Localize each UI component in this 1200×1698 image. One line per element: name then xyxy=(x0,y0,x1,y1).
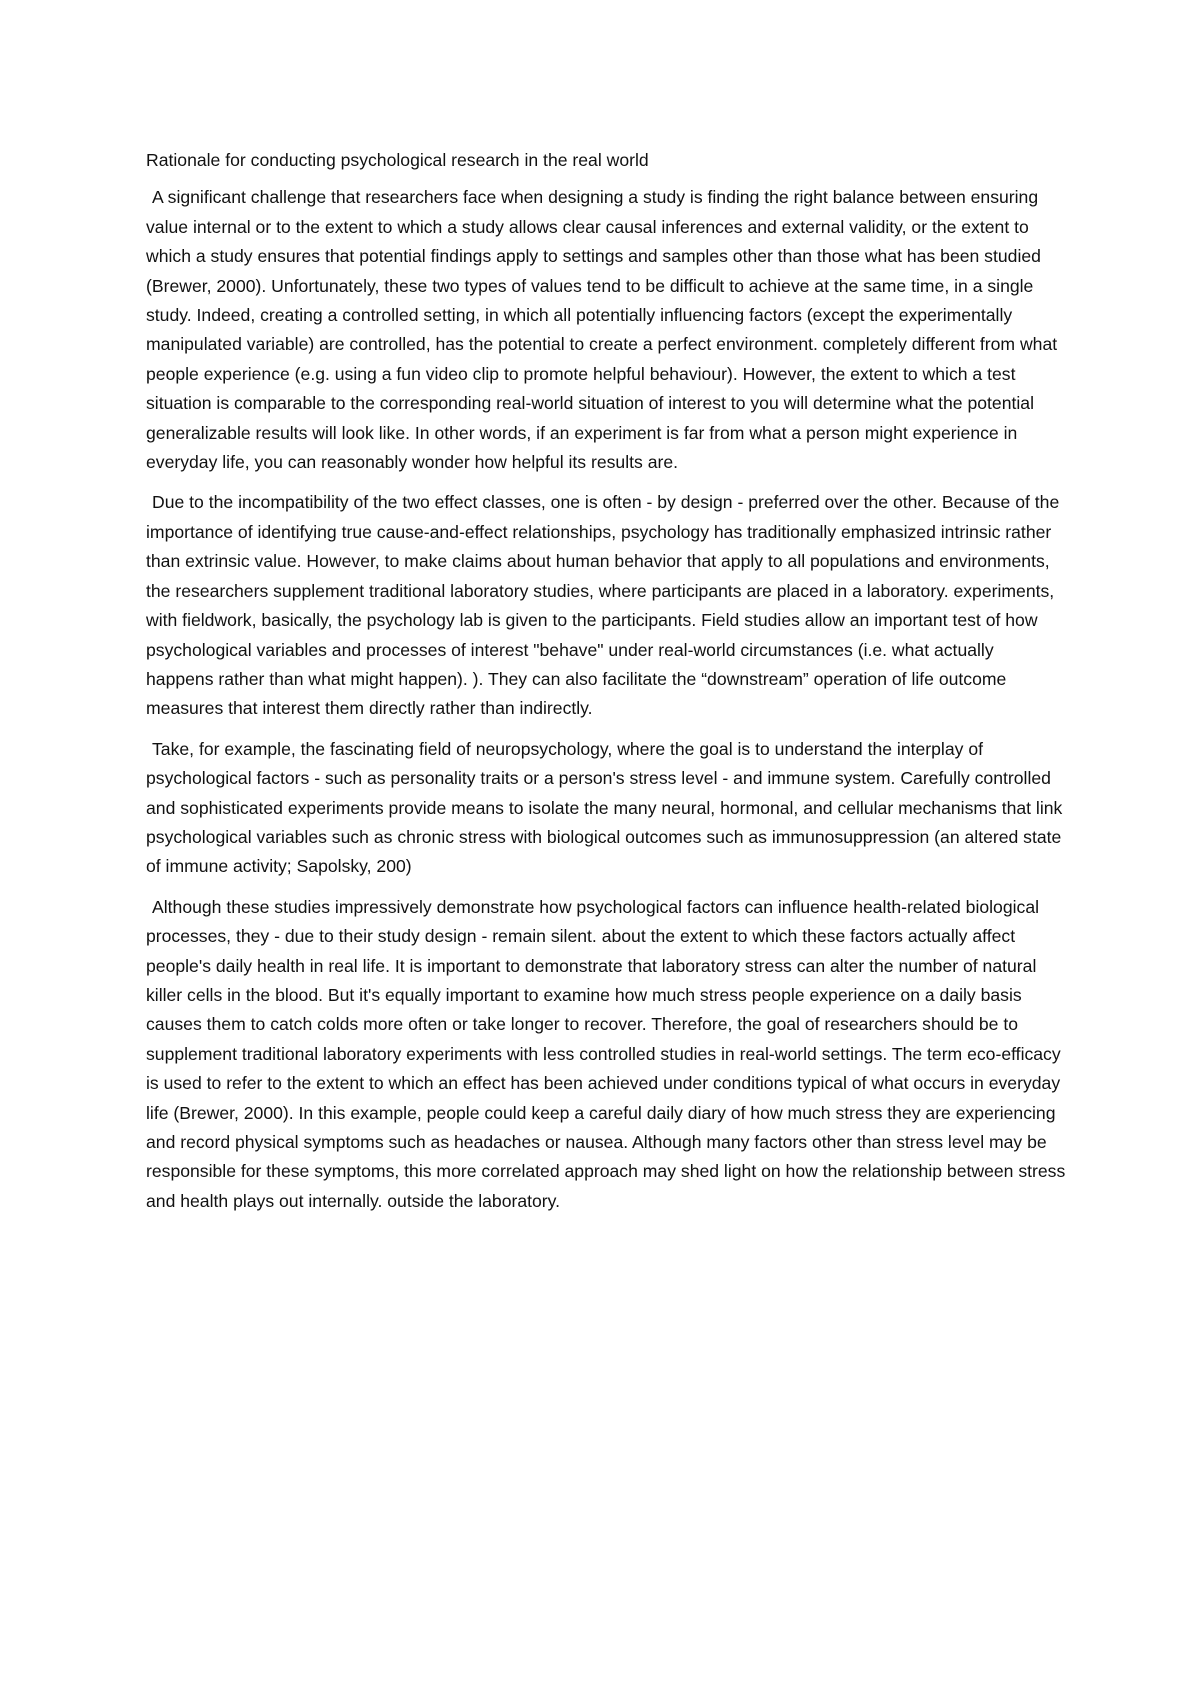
document-body xyxy=(146,146,1066,1227)
paragraph-neuropsychology-example: Take, for example, the fascinating field of neuropsychology, where the goal is to understand the interplay of psychological factors - such as personality traits or a person's stress level - and immune system. Carefully controlled and sophisticated experiments provide means to isolate the many neural, hormonal, and cellular mechanisms that link psychological variables such as chronic stress with biological outcomes such as immunosuppression (an altered state of immune activity; Sapolsky, 200) xyxy=(146,738,1063,877)
paragraph-ecological-validity: Although these studies impressively demonstrate how psychological factors can influence health-related biological processes, they - due to their study design - remain silent. about the extent to which these factors actually affect people's daily health in real life. It is important to demonstrate that laboratory stress can alter the number of natural killer cells in the blood. But it's equally important to examine how much stress people experience on a daily basis causes them to catch colds more often or take longer to recover. Therefore, the goal of researchers should be to supplement traditional laboratory experiments with less controlled studies in real-world settings. The term eco-efficacy is used to refer to the extent to which an effect has been achieved under conditions typical of what occurs in everyday life (Brewer, 2000). In this example, people could keep a careful daily diary of how much stress they are experiencing and record physical symptoms such as headaches or nausea. Although many factors other than stress level may be responsible for these symptoms, this more correlated approach may shed light on how the relationship between stress and health plays out internally. outside the laboratory. xyxy=(146,896,1066,1211)
paragraph-validity-balance: A significant challenge that researchers face when designing a study is finding the right balance between ensuring value internal or to the extent to which a study allows clear causal inferences and external validity, or the extent to which a study ensures that potential findings apply to settings and samples other than those what has been studied (Brewer, 2000). Unfortunately, these two types of values tend to be difficult to achieve at the same time, in a single study. Indeed, creating a controlled setting, in which all potentially influencing factors (except the experimentally manipulated variable) are controlled, has the potential to create a perfect environment. completely different from what people experience (e.g. using a fun video clip to promote helpful behaviour). However, the extent to which a test situation is comparable to the corresponding real-world situation of interest to you will determine what the potential generalizable results will look like. In other words, if an experiment is far from what a person might experience in everyday life, you can reasonably wonder how helpful its results are. xyxy=(146,187,1058,473)
document-title: Rationale for conducting psychological research in the real world xyxy=(146,150,649,170)
paragraph-field-studies: Due to the incompatibility of the two effect classes, one is often - by design - preferred over the other. Because of the importance of identifying true cause-and-effect relationships, psychology has traditionally emphasized intrinsic rather than extrinsic value. However, to make claims about human behavior that apply to all populations and environments, the researchers supplement traditional laboratory studies, where participants are placed in a laboratory. experiments, with fieldwork, basically, the psychology lab is given to the participants. Field studies allow an important test of how psychological variables and processes of interest "behave" under real-world circumstances (i.e. what actually happens rather than what might happen). ). They can also facilitate the “downstream” operation of life outcome measures that interest them directly rather than indirectly. xyxy=(146,492,1060,719)
